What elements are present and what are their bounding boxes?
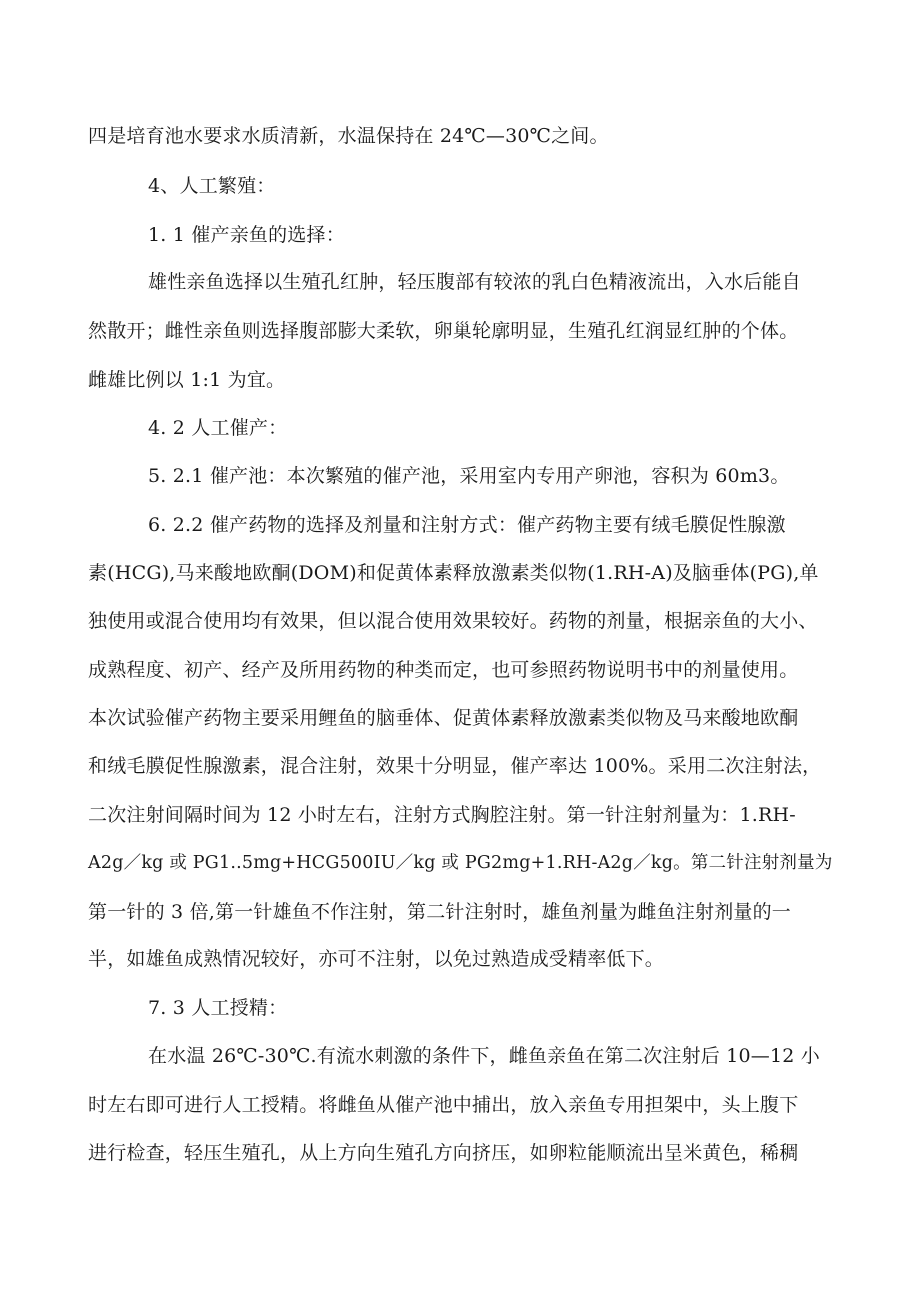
text-line-8: 5. 2.1 催产池：本次繁殖的催产池，采用室内专用产卵池，容积为 60m3。 <box>148 465 790 487</box>
subsection-heading-artificial-induction: 4. 2 人工催产： <box>148 417 288 439</box>
text-line-14: 和绒毛膜促性腺激素，混合注射，效果十分明显，催产率达 100%。采用二次注射法， <box>88 755 822 777</box>
text-line-16: A2g／kg 或 PG1..5mg+HCG500IU／kg 或 PG2mg+1.RH-A2g／kg。第二针注射剂量为 <box>88 853 833 873</box>
text-line-4: 雄性亲鱼选择以生殖孔红肿，轻压腹部有较浓的乳白色精液流出，入水后能自 <box>148 271 801 293</box>
text-line-1: 四是培育池水要求水质清新，水温保持在 24℃—30℃之间。 <box>88 125 609 147</box>
text-line-20: 在水温 26℃-30℃.有流水刺激的条件下，雌鱼亲鱼在第二次注射后 10—12 小 <box>148 1045 820 1067</box>
text-line-13: 本次试验催产药物主要采用鲤鱼的脑垂体、促黄体素释放激素类似物及马来酸地欧酮 <box>88 707 799 729</box>
subsection-heading-artificial-insemination: 7. 3 人工授精： <box>148 997 288 1019</box>
text-line-18: 半，如雄鱼成熟情况较好，亦可不注射，以免过熟造成受精率低下。 <box>88 948 665 970</box>
text-line-21: 时左右即可进行人工授精。将雌鱼从催产池中捕出，放入亲鱼专用担架中，头上腹下 <box>88 1094 799 1116</box>
text-line-5: 然散开；雌性亲鱼则选择腹部膨大柔软，卵巢轮廓明显，生殖孔红润显红肿的个体。 <box>88 320 799 342</box>
subsection-heading-broodstock-selection: 1. 1 催产亲鱼的选择： <box>148 224 345 246</box>
text-line-9: 6. 2.2 催产药物的选择及剂量和注射方式：催产药物主要有绒毛膜促性腺激 <box>148 514 786 536</box>
text-line-6: 雌雄比例以 1:1 为宜。 <box>88 369 286 391</box>
text-line-17: 第一针的 3 倍,第一针雄鱼不作注射，第二针注射时，雄鱼剂量为雌鱼注射剂量的一 <box>88 901 792 923</box>
text-line-10: 素(HCG),马来酸地欧酮(DOM)和促黄体素释放激素类似物(1.RH-A)及脑垂体(PG),单 <box>88 562 819 584</box>
text-line-22: 进行检查，轻压生殖孔，从上方向生殖孔方向挤压，如卵粒能顺流出呈米黄色，稀稠 <box>88 1142 799 1164</box>
text-line-12: 成熟程度、初产、经产及所用药物的种类而定，也可参照药物说明书中的剂量使用。 <box>88 659 799 681</box>
section-heading-artificial-breeding: 4、人工繁殖： <box>148 175 276 197</box>
text-line-11: 独使用或混合使用均有效果，但以混合使用效果较好。药物的剂量，根据亲鱼的大小、 <box>88 610 818 632</box>
text-line-15: 二次注射间隔时间为 12 小时左右，注射方式胸腔注射。第一针注射剂量为：1.RH- <box>88 804 796 826</box>
